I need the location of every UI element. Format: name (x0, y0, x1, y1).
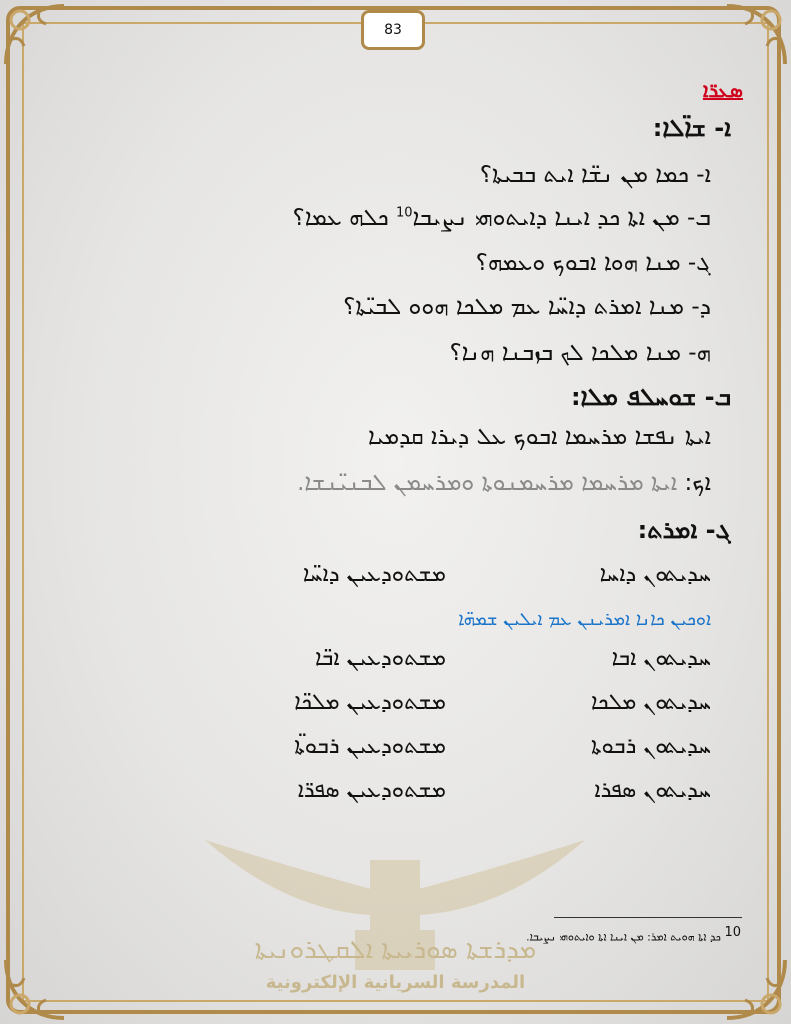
instruction-text: ܐܘܟܝܢ ܟܐܢܐ ܐܡܪܝܢܢ ܥܡ ܐܝܠܝܢ ܫܡܗ̈ܐ (458, 609, 711, 630)
footnote-text: ܟܕ ܐܬܐ ܗܘܝܬ ܐܡܪ: ܡܢ ܐܝܢܐ ܐܬܐ ܘܐܝܬܘܗܝ ܢܨܝܒܐ. (526, 930, 721, 944)
question-4: ܕ- ܡܢܐ ܐܡܪܬ ܕܐܚ̈ܐ ܥܡ ܡܠܟܐ ܗܘܘ ܠܒܝ̈ܬܐ؟ (343, 294, 711, 320)
question-2 (293, 205, 711, 231)
part-a-heading: ܐ- ܫܐ̈ܠܐ: (652, 114, 731, 142)
corner-ornament-icon (0, 0, 70, 70)
footnote-number: 10 (724, 925, 741, 940)
row-right-cell: ܚܕܝܬܘܢ ܕܐܚܐ (599, 562, 711, 587)
page-number: 83 (361, 10, 425, 50)
example-label: ܐܟ: (684, 470, 711, 496)
footnote-divider (554, 917, 742, 918)
part-b-example (297, 470, 711, 496)
part-b-sentence: ܐܝܬܐ ܢܦܫܐ ܡܪܚܡܐ ܐܒܘܟ ܥܠ ܕܝܪܐ ܩܕܡܝܐ (368, 424, 711, 450)
watermark-syriac: ܡܕܪܫܬܐ ܣܘܪܝܝܬܐ ܐܠܩܛܪܘܢܝܬܐ (254, 935, 537, 965)
row-right-cell: ܚܕܝܬܘܢ ܐܒܐ (611, 646, 711, 671)
row-left-cell: ܡܫܬܘܕܥܝܢ ܐܒ̈ܐ (314, 646, 446, 671)
corner-ornament-icon (721, 0, 791, 70)
part-c-heading: ܓ- ܐܡܪܬ: (637, 516, 731, 544)
question-2-text: ܒ- ܡܢ ܐܬܐ ܟܕ ܐܝܢܐ ܕܐܝܬܘܗܝ ܢܨܝܒܐ (412, 205, 711, 231)
part-b-heading: ܒ- ܫܘܚܠܦ ܡܠܐ: (570, 383, 731, 411)
row-left-cell: ܡܫܬܘܕܥܝܢ ܕܐܚ̈ܐ (302, 562, 446, 587)
question-3: ܓ- ܡܢܐ ܗܘܐ ܐܒܘܟ ܘܥܡܗ؟ (475, 250, 711, 276)
row-left-cell: ܡܫܬܘܕܥܝܢ ܪܒܘܬ̈ܐ (294, 734, 446, 759)
question-1: ܐ- ܟܡܐ ܡܢ ܢܫ̈ܐ ܐܝܬ ܒܒܝܬܐ؟ (479, 162, 711, 188)
row-right-cell: ܚܕܝܬܘܢ ܣܦܪܐ (594, 778, 711, 803)
question-5: ܗ- ܡܢܐ ܡܠܟܐ ܠܟ ܒܙܒܢܐ ܗܢܐ؟ (449, 340, 711, 366)
footnote (526, 925, 741, 945)
row-right-cell: ܚܕܝܬܘܢ ܡܠܟܐ (590, 690, 711, 715)
section-title: ܣܥܪ̈ܐ (702, 78, 743, 102)
footnote-ref: 10 (395, 205, 413, 221)
watermark-arabic: المدرسة السريانية الإلكترونية (265, 972, 526, 993)
row-left-cell: ܡܫܬܘܕܥܝܢ ܡܠܟ̈ܐ (294, 690, 446, 715)
question-2-tail: ܟܠܗ ܥܡܐ؟ (292, 205, 389, 231)
row-left-cell: ܡܫܬܘܕܥܝܢ ܣܦܪ̈ܐ (297, 778, 446, 803)
example-text: ܐܝܬܐ ܡܪܚܡܐ ܡܪܚܡܢܘܬܐ ܘܡܪܚܡܢ ܠܒܢܝ̈ܢܫܐ. (297, 470, 678, 496)
row-right-cell: ܚܕܝܬܘܢ ܪܒܘܬܐ (590, 734, 711, 759)
